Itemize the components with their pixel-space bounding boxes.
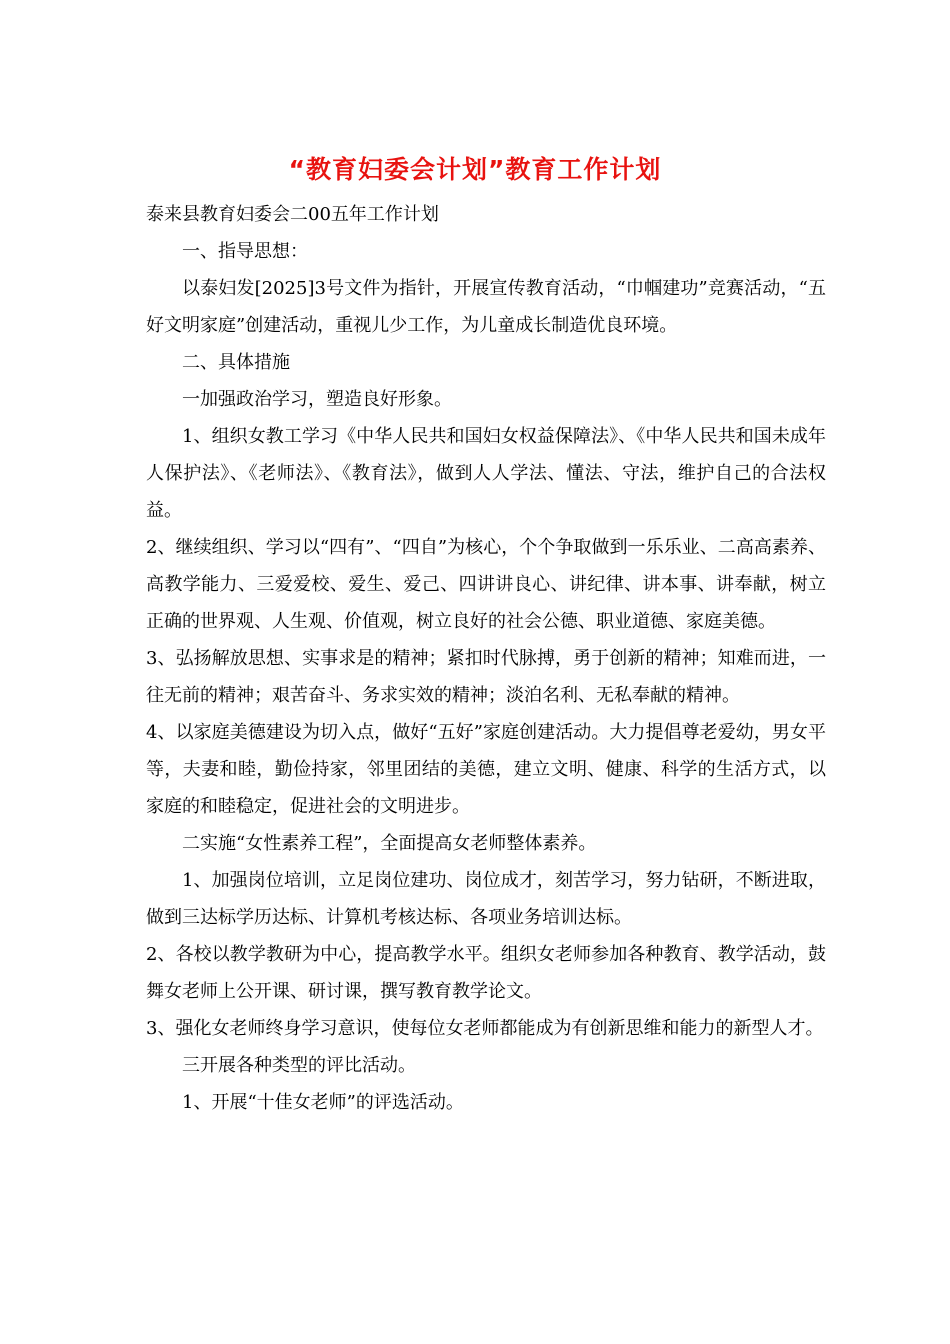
paragraph: 3、强化女老师终身学习意识，使每位女老师都能成为有创新思维和能力的新型人才。 [146,1018,824,1039]
paragraph: 二实施“女性素养工程”，全面提高女老师整体素养。 [182,833,597,854]
paragraph: 泰来县教育妇委会二00五年工作计划 [146,204,439,225]
paragraph: 1、组织女教工学习《中华人民共和国妇女权益保障法》、《中华人民共和国未成年人保护法》、《老师法》、《教育法》，做到人人学法、懂法、守法，维护自己的合法权益。 [146,426,826,521]
paragraph: 1、开展“十佳女老师”的评选活动。 [182,1092,464,1113]
paragraph: 2、各校以教学教研为中心，提高教学水平。组织女老师参加各种教育、教学活动，鼓舞女老师上公开课、研讨课，撰写教育教学论文。 [146,944,826,1002]
paragraph: 1、加强岗位培训，立足岗位建功、岗位成才，刻苦学习，努力钻研，不断进取，做到三达标学历达标、计算机考核达标、各项业务培训达标。 [146,870,826,928]
paragraph: 一、指导思想： [182,241,308,262]
document-body [146,196,826,1121]
paragraph: 二、具体措施 [182,352,290,373]
paragraph: 2、继续组织、学习以“四有”、“四自”为核心，个个争取做到一乐乐业、二高高素养、高教学能力、三爱爱校、爱生、爱己、四讲讲良心、讲纪律、讲本事、讲奉献，树立正确的世界观、人生观、价值观，树立良好的社会公德、职业道德、家庭美德。 [146,537,826,632]
paragraph: 3、弘扬解放思想、实事求是的精神；紧扣时代脉搏，勇于创新的精神；知难而进，一往无前的精神；艰苦奋斗、务求实效的精神；淡泊名利、无私奉献的精神。 [146,648,826,706]
document-title: “教育妇委会计划”教育工作计划 [288,155,662,184]
paragraph: 4、以家庭美德建设为切入点，做好“五好”家庭创建活动。大力提倡尊老爱幼，男女平等，夫妻和睦，勤俭持家，邻里团结的美德，建立文明、健康、科学的生活方式，以家庭的和睦稳定，促进社会的文明进步。 [146,722,826,817]
paragraph: 一加强政治学习，塑造良好形象。 [182,389,452,410]
paragraph: 三开展各种类型的评比活动。 [182,1055,416,1076]
paragraph: 以泰妇发[2025]3号文件为指针，开展宣传教育活动，“巾帼建功”竞赛活动，“五好文明家庭”创建活动，重视儿少工作，为儿童成长制造优良环境。 [146,278,826,336]
